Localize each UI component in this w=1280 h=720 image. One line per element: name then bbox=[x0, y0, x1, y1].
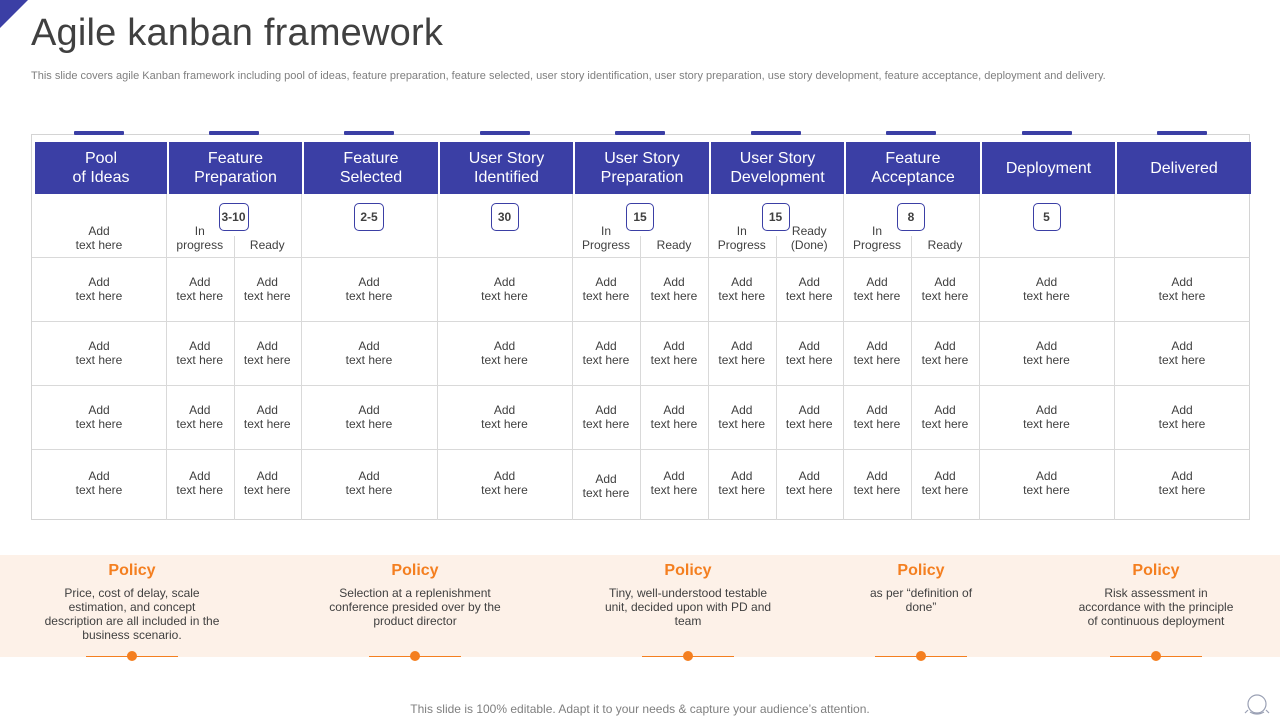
card-placeholder[interactable]: Add text here bbox=[75, 469, 123, 497]
card-placeholder[interactable]: Add text here bbox=[1023, 469, 1070, 497]
wip-limit-badge: 15 bbox=[626, 203, 654, 231]
policy-title: Policy bbox=[664, 562, 712, 579]
column-header[interactable]: User Story Development bbox=[711, 142, 844, 194]
policy-marker-dot bbox=[127, 651, 137, 661]
column-tab-marker bbox=[209, 131, 259, 135]
card-placeholder[interactable]: Add text here bbox=[718, 339, 766, 367]
card-placeholder[interactable]: Add text here bbox=[481, 403, 528, 431]
card-placeholder[interactable]: Add text here bbox=[718, 275, 766, 303]
policy-text: Price, cost of delay, scale estimation, and concept description are all included in the business scenario. bbox=[44, 586, 220, 642]
card-placeholder[interactable]: Add text here bbox=[582, 472, 630, 500]
policy-marker-dot bbox=[683, 651, 693, 661]
card-placeholder[interactable]: Add text here bbox=[921, 469, 969, 497]
column-tab-marker bbox=[74, 131, 124, 135]
column-header[interactable]: Pool of Ideas bbox=[35, 142, 167, 194]
card-placeholder[interactable]: Add text here bbox=[345, 339, 393, 367]
row-divider bbox=[32, 385, 1250, 386]
policy-title: Policy bbox=[391, 562, 439, 579]
footer-note: This slide is 100% editable. Adapt it to your needs & capture your audience’s attention. bbox=[410, 702, 870, 716]
policy-text: Tiny, well-understood testable unit, decided upon with PD and team bbox=[604, 586, 772, 628]
card-placeholder[interactable]: Add text here bbox=[345, 275, 393, 303]
policy-marker-dot bbox=[916, 651, 926, 661]
card-placeholder[interactable]: Add text here bbox=[345, 403, 393, 431]
card-placeholder[interactable]: Add text here bbox=[582, 403, 630, 431]
card-placeholder[interactable]: Add text here bbox=[582, 275, 630, 303]
card-placeholder[interactable]: Add text here bbox=[650, 275, 698, 303]
column-header[interactable]: User Story Identified bbox=[440, 142, 573, 194]
policy-text: as per “definition of done” bbox=[869, 586, 973, 614]
policy-block bbox=[1074, 562, 1239, 628]
wip-limit-badge: 2-5 bbox=[354, 203, 384, 231]
column-header[interactable]: Feature Acceptance bbox=[846, 142, 980, 194]
policy-title: Policy bbox=[108, 562, 156, 579]
subcolumn-label: Ready bbox=[656, 238, 692, 252]
row-divider bbox=[32, 321, 1250, 322]
wip-limit-badge: 30 bbox=[491, 203, 519, 231]
card-placeholder[interactable]: Add text here bbox=[1158, 469, 1206, 497]
policy-title: Policy bbox=[897, 562, 945, 579]
wip-limit-badge: 3-10 bbox=[219, 203, 249, 231]
card-placeholder[interactable]: Add text here bbox=[718, 403, 766, 431]
column-header[interactable]: User Story Preparation bbox=[575, 142, 709, 194]
card-placeholder[interactable]: Add text here bbox=[176, 275, 224, 303]
card-placeholder[interactable]: Add text here bbox=[582, 339, 630, 367]
card-placeholder[interactable]: Add text here bbox=[75, 403, 123, 431]
column-header[interactable]: Feature Preparation bbox=[169, 142, 302, 194]
card-placeholder[interactable]: Add text here bbox=[785, 469, 833, 497]
card-placeholder[interactable]: Add text here bbox=[1023, 339, 1070, 367]
subcolumn-label: Ready (Done) bbox=[790, 224, 828, 252]
policy-marker-dot bbox=[410, 651, 420, 661]
column-tab-marker bbox=[1157, 131, 1207, 135]
card-placeholder[interactable]: Add text here bbox=[243, 403, 291, 431]
policy-block bbox=[861, 562, 981, 614]
policy-marker-dot bbox=[1151, 651, 1161, 661]
card-placeholder[interactable]: Add text here bbox=[243, 469, 291, 497]
card-placeholder[interactable]: Add text here bbox=[853, 403, 901, 431]
policy-block bbox=[325, 562, 505, 628]
card-placeholder[interactable]: Add text here bbox=[481, 469, 528, 497]
corner-accent bbox=[0, 0, 28, 28]
column-tab-marker bbox=[751, 131, 801, 135]
subcolumn-label: Ready bbox=[249, 238, 285, 252]
card-placeholder[interactable]: Add text here bbox=[1023, 403, 1070, 431]
card-placeholder[interactable]: Add text here bbox=[1158, 275, 1206, 303]
card-placeholder[interactable]: Add text here bbox=[921, 339, 969, 367]
card-placeholder[interactable]: Add text here bbox=[75, 275, 123, 303]
column-tabs bbox=[0, 131, 1280, 135]
card-placeholder[interactable]: Add text here bbox=[785, 275, 833, 303]
card-placeholder[interactable]: Add text here bbox=[75, 224, 123, 252]
card-placeholder[interactable]: Add text here bbox=[1023, 275, 1070, 303]
policy-text: Selection at a replenishment conference presided over by the product director bbox=[329, 586, 501, 628]
card-placeholder[interactable]: Add text here bbox=[785, 403, 833, 431]
card-placeholder[interactable]: Add text here bbox=[243, 339, 291, 367]
card-placeholder[interactable]: Add text here bbox=[176, 339, 224, 367]
policy-title: Policy bbox=[1132, 562, 1180, 579]
card-placeholder[interactable]: Add text here bbox=[650, 403, 698, 431]
card-placeholder[interactable]: Add text here bbox=[176, 469, 224, 497]
card-placeholder[interactable]: Add text here bbox=[650, 339, 698, 367]
policy-block bbox=[603, 562, 773, 628]
card-placeholder[interactable]: Add text here bbox=[176, 403, 224, 431]
wip-limit-badge: 8 bbox=[897, 203, 925, 231]
card-placeholder[interactable]: Add text here bbox=[345, 469, 393, 497]
page-subtitle: This slide covers agile Kanban framework including pool of ideas, feature preparation, feature selected, user story identification, user story preparation, use story development, feature acceptance, deployment and delivery. bbox=[31, 70, 1106, 82]
subcolumn-label: In Progress bbox=[717, 224, 766, 252]
column-header[interactable]: Deployment bbox=[982, 142, 1115, 194]
column-tab-marker bbox=[615, 131, 665, 135]
card-placeholder[interactable]: Add text here bbox=[481, 275, 528, 303]
card-placeholder[interactable]: Add text here bbox=[1158, 339, 1206, 367]
column-tab-marker bbox=[344, 131, 394, 135]
column-header[interactable]: Feature Selected bbox=[304, 142, 438, 194]
card-placeholder[interactable]: Add text here bbox=[718, 469, 766, 497]
column-header[interactable]: Delivered bbox=[1117, 142, 1251, 194]
card-placeholder[interactable]: Add text here bbox=[481, 339, 528, 367]
column-tab-marker bbox=[480, 131, 530, 135]
subcolumn-label: In Progress bbox=[852, 224, 902, 252]
wip-limit-badge: 15 bbox=[762, 203, 790, 231]
policy-text: Risk assessment in accordance with the principle of continuous deployment bbox=[1078, 586, 1234, 628]
card-placeholder[interactable]: Add text here bbox=[921, 403, 969, 431]
card-placeholder[interactable]: Add text here bbox=[1158, 403, 1206, 431]
recycle-loop-icon bbox=[1242, 692, 1272, 716]
column-tab-marker bbox=[886, 131, 936, 135]
card-placeholder[interactable]: Add text here bbox=[853, 275, 901, 303]
card-placeholder[interactable]: Add text here bbox=[75, 339, 123, 367]
row-divider bbox=[32, 449, 1250, 450]
wip-limit-badge: 5 bbox=[1033, 203, 1061, 231]
card-placeholder[interactable]: Add text here bbox=[785, 339, 833, 367]
card-placeholder[interactable]: Add text here bbox=[243, 275, 291, 303]
card-placeholder[interactable]: Add text here bbox=[853, 469, 901, 497]
kanban-header-row bbox=[0, 142, 1280, 194]
page-title: Agile kanban framework bbox=[31, 12, 444, 54]
subcolumn-label: In progress bbox=[176, 224, 224, 252]
card-placeholder[interactable]: Add text here bbox=[921, 275, 969, 303]
card-placeholder[interactable]: Add text here bbox=[650, 469, 698, 497]
card-placeholder[interactable]: Add text here bbox=[853, 339, 901, 367]
policy-block bbox=[40, 562, 225, 642]
subcolumn-label: In Progress bbox=[581, 224, 631, 252]
subcolumn-label: Ready bbox=[927, 238, 963, 252]
row-divider bbox=[32, 257, 1250, 258]
column-tab-marker bbox=[1022, 131, 1072, 135]
